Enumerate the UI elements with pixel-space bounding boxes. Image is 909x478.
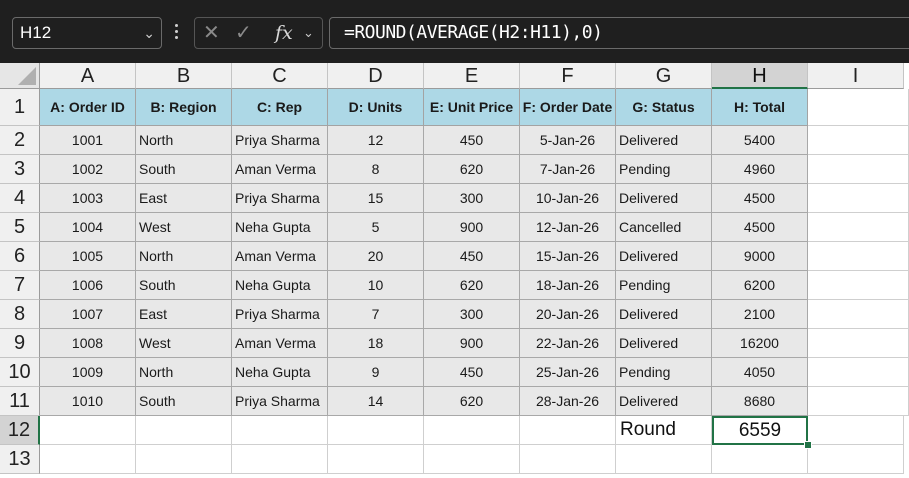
data-cell[interactable]: 25-Jan-26	[520, 358, 616, 387]
empty-cell[interactable]	[808, 300, 909, 329]
data-cell[interactable]: 1008	[40, 329, 136, 358]
data-cell[interactable]: 9	[328, 358, 424, 387]
checkmark-icon[interactable]: ✓	[235, 22, 252, 44]
empty-cell[interactable]	[136, 445, 232, 474]
empty-cell[interactable]	[40, 445, 136, 474]
active-cell-h12[interactable]: 6559	[712, 416, 808, 445]
empty-cell[interactable]	[808, 329, 909, 358]
row-header-12[interactable]: 12	[0, 416, 40, 445]
empty-cell[interactable]	[328, 416, 424, 445]
name-box-value: H12	[20, 23, 52, 42]
data-cell[interactable]: 300	[424, 300, 520, 329]
data-cell[interactable]: 900	[424, 329, 520, 358]
data-cell[interactable]: North	[136, 126, 232, 155]
data-cell[interactable]: South	[136, 155, 232, 184]
column-header-h[interactable]: H	[712, 63, 808, 89]
empty-cell[interactable]	[808, 271, 909, 300]
data-cell[interactable]: Aman Verma	[232, 329, 328, 358]
data-cell[interactable]: East	[136, 300, 232, 329]
data-cell[interactable]: 20	[328, 242, 424, 271]
empty-cell[interactable]	[808, 126, 909, 155]
data-cell[interactable]: 5	[328, 213, 424, 242]
name-box[interactable]	[12, 17, 162, 49]
data-cell[interactable]: Neha Gupta	[232, 358, 328, 387]
chevron-down-icon[interactable]: ⌄	[143, 25, 155, 41]
data-cell[interactable]: 4960	[712, 155, 808, 184]
data-cell[interactable]: 2100	[712, 300, 808, 329]
row-header-13[interactable]: 13	[0, 445, 40, 474]
empty-cell[interactable]	[136, 416, 232, 445]
row-header-6[interactable]: 6	[0, 242, 40, 271]
data-cell[interactable]: 4500	[712, 184, 808, 213]
data-cell[interactable]: 28-Jan-26	[520, 387, 616, 416]
data-cell[interactable]: 4050	[712, 358, 808, 387]
data-cell[interactable]: West	[136, 213, 232, 242]
data-cell[interactable]: Aman Verma	[232, 155, 328, 184]
header-cell[interactable]: G: Status	[616, 89, 712, 126]
data-cell[interactable]: 15-Jan-26	[520, 242, 616, 271]
data-cell[interactable]: 16200	[712, 329, 808, 358]
row-header-1[interactable]: 1	[0, 89, 40, 126]
formula-input[interactable]: =ROUND(AVERAGE(H2:H11),0)	[329, 17, 909, 49]
data-cell[interactable]: 1003	[40, 184, 136, 213]
row-header-5[interactable]: 5	[0, 213, 40, 242]
data-cell[interactable]: 620	[424, 155, 520, 184]
round-label-cell[interactable]: Round	[616, 416, 712, 445]
row-header-7[interactable]: 7	[0, 271, 40, 300]
data-cell[interactable]: 1005	[40, 242, 136, 271]
column-header-a[interactable]: A	[40, 63, 136, 89]
header-cell[interactable]: B: Region	[136, 89, 232, 126]
data-cell[interactable]: 1007	[40, 300, 136, 329]
data-cell[interactable]: 8680	[712, 387, 808, 416]
header-cell[interactable]: D: Units	[328, 89, 424, 126]
data-cell[interactable]: 6200	[712, 271, 808, 300]
data-cell[interactable]: Delivered	[616, 184, 712, 213]
data-cell[interactable]: 620	[424, 387, 520, 416]
data-cell[interactable]: 450	[424, 242, 520, 271]
data-cell[interactable]: 900	[424, 213, 520, 242]
row-header-3[interactable]: 3	[0, 155, 40, 184]
data-cell[interactable]: North	[136, 358, 232, 387]
empty-cell[interactable]	[232, 445, 328, 474]
data-cell[interactable]: 15	[328, 184, 424, 213]
data-cell[interactable]: Cancelled	[616, 213, 712, 242]
data-cell[interactable]: 1001	[40, 126, 136, 155]
spreadsheet-grid	[0, 63, 909, 478]
data-cell[interactable]: 12	[328, 126, 424, 155]
data-cell[interactable]: 7	[328, 300, 424, 329]
column-header-b[interactable]: B	[136, 63, 232, 89]
row-header-2[interactable]: 2	[0, 126, 40, 155]
data-cell[interactable]: Delivered	[616, 387, 712, 416]
empty-cell[interactable]	[808, 358, 909, 387]
data-cell[interactable]: 10-Jan-26	[520, 184, 616, 213]
data-cell[interactable]: Neha Gupta	[232, 271, 328, 300]
empty-cell[interactable]	[40, 416, 136, 445]
header-cell[interactable]: H: Total	[712, 89, 808, 126]
fill-handle[interactable]	[804, 441, 812, 449]
column-header-f[interactable]: F	[520, 63, 616, 89]
empty-cell[interactable]	[424, 445, 520, 474]
data-cell[interactable]: 300	[424, 184, 520, 213]
data-cell[interactable]: 450	[424, 126, 520, 155]
data-cell[interactable]: South	[136, 387, 232, 416]
data-cell[interactable]: Pending	[616, 155, 712, 184]
data-cell[interactable]: 18	[328, 329, 424, 358]
data-cell[interactable]: West	[136, 329, 232, 358]
data-cell[interactable]: Delivered	[616, 300, 712, 329]
data-cell[interactable]: 5400	[712, 126, 808, 155]
empty-cell[interactable]	[712, 445, 808, 474]
empty-cell[interactable]	[808, 213, 909, 242]
data-cell[interactable]: 1009	[40, 358, 136, 387]
insert-function-icon[interactable]: fx	[275, 22, 293, 44]
data-cell[interactable]: Pending	[616, 358, 712, 387]
data-cell[interactable]: 5-Jan-26	[520, 126, 616, 155]
empty-cell[interactable]	[808, 242, 909, 271]
empty-cell[interactable]	[616, 445, 712, 474]
data-cell[interactable]: Delivered	[616, 329, 712, 358]
row-header-4[interactable]: 4	[0, 184, 40, 213]
data-cell[interactable]: 1002	[40, 155, 136, 184]
column-header-d[interactable]: D	[328, 63, 424, 89]
empty-cell[interactable]	[808, 416, 904, 445]
empty-cell[interactable]	[328, 445, 424, 474]
data-cell[interactable]: Priya Sharma	[232, 126, 328, 155]
empty-cell[interactable]	[232, 416, 328, 445]
data-cell[interactable]: Priya Sharma	[232, 300, 328, 329]
row-header-9[interactable]: 9	[0, 329, 40, 358]
data-cell[interactable]: Priya Sharma	[232, 387, 328, 416]
row-header-11[interactable]: 11	[0, 387, 40, 416]
chevron-down-icon[interactable]: ⌄	[303, 25, 314, 40]
data-cell[interactable]: 620	[424, 271, 520, 300]
column-header-i[interactable]: I	[808, 63, 904, 89]
data-cell[interactable]: 8	[328, 155, 424, 184]
cancel-x-icon[interactable]: ✕	[203, 22, 220, 44]
data-cell[interactable]: 22-Jan-26	[520, 329, 616, 358]
data-cell[interactable]: Priya Sharma	[232, 184, 328, 213]
header-cell[interactable]: A: Order ID	[40, 89, 136, 126]
data-cell[interactable]: 10	[328, 271, 424, 300]
column-header-c[interactable]: C	[232, 63, 328, 89]
header-cell[interactable]: C: Rep	[232, 89, 328, 126]
column-header-g[interactable]: G	[616, 63, 712, 89]
data-cell[interactable]: Aman Verma	[232, 242, 328, 271]
data-cell[interactable]: 1010	[40, 387, 136, 416]
row-header-8[interactable]: 8	[0, 300, 40, 329]
data-cell[interactable]: Delivered	[616, 126, 712, 155]
empty-cell[interactable]	[808, 184, 909, 213]
more-options-icon[interactable]	[172, 22, 180, 44]
data-cell[interactable]: South	[136, 271, 232, 300]
data-cell[interactable]: 14	[328, 387, 424, 416]
column-header-e[interactable]: E	[424, 63, 520, 89]
data-cell[interactable]: 450	[424, 358, 520, 387]
empty-cell[interactable]	[520, 445, 616, 474]
data-cell[interactable]: 18-Jan-26	[520, 271, 616, 300]
data-cell[interactable]: 1004	[40, 213, 136, 242]
empty-cell[interactable]	[808, 89, 909, 126]
data-cell[interactable]: Neha Gupta	[232, 213, 328, 242]
data-cell[interactable]: 9000	[712, 242, 808, 271]
row-header-10[interactable]: 10	[0, 358, 40, 387]
data-cell[interactable]: 20-Jan-26	[520, 300, 616, 329]
formula-buttons	[194, 17, 323, 49]
data-cell[interactable]: North	[136, 242, 232, 271]
formula-bar	[0, 0, 909, 66]
select-all-button[interactable]	[0, 63, 40, 89]
data-cell[interactable]: 4500	[712, 213, 808, 242]
data-cell[interactable]: East	[136, 184, 232, 213]
empty-cell[interactable]	[808, 387, 909, 416]
data-cell[interactable]: Pending	[616, 271, 712, 300]
data-cell[interactable]: 12-Jan-26	[520, 213, 616, 242]
data-cell[interactable]: 7-Jan-26	[520, 155, 616, 184]
header-cell[interactable]: E: Unit Price	[424, 89, 520, 126]
header-cell[interactable]: F: Order Date	[520, 89, 616, 126]
empty-cell[interactable]	[808, 445, 904, 474]
data-cell[interactable]: 1006	[40, 271, 136, 300]
empty-cell[interactable]	[808, 155, 909, 184]
empty-cell[interactable]	[520, 416, 616, 445]
empty-cell[interactable]	[424, 416, 520, 445]
data-cell[interactable]: Delivered	[616, 242, 712, 271]
